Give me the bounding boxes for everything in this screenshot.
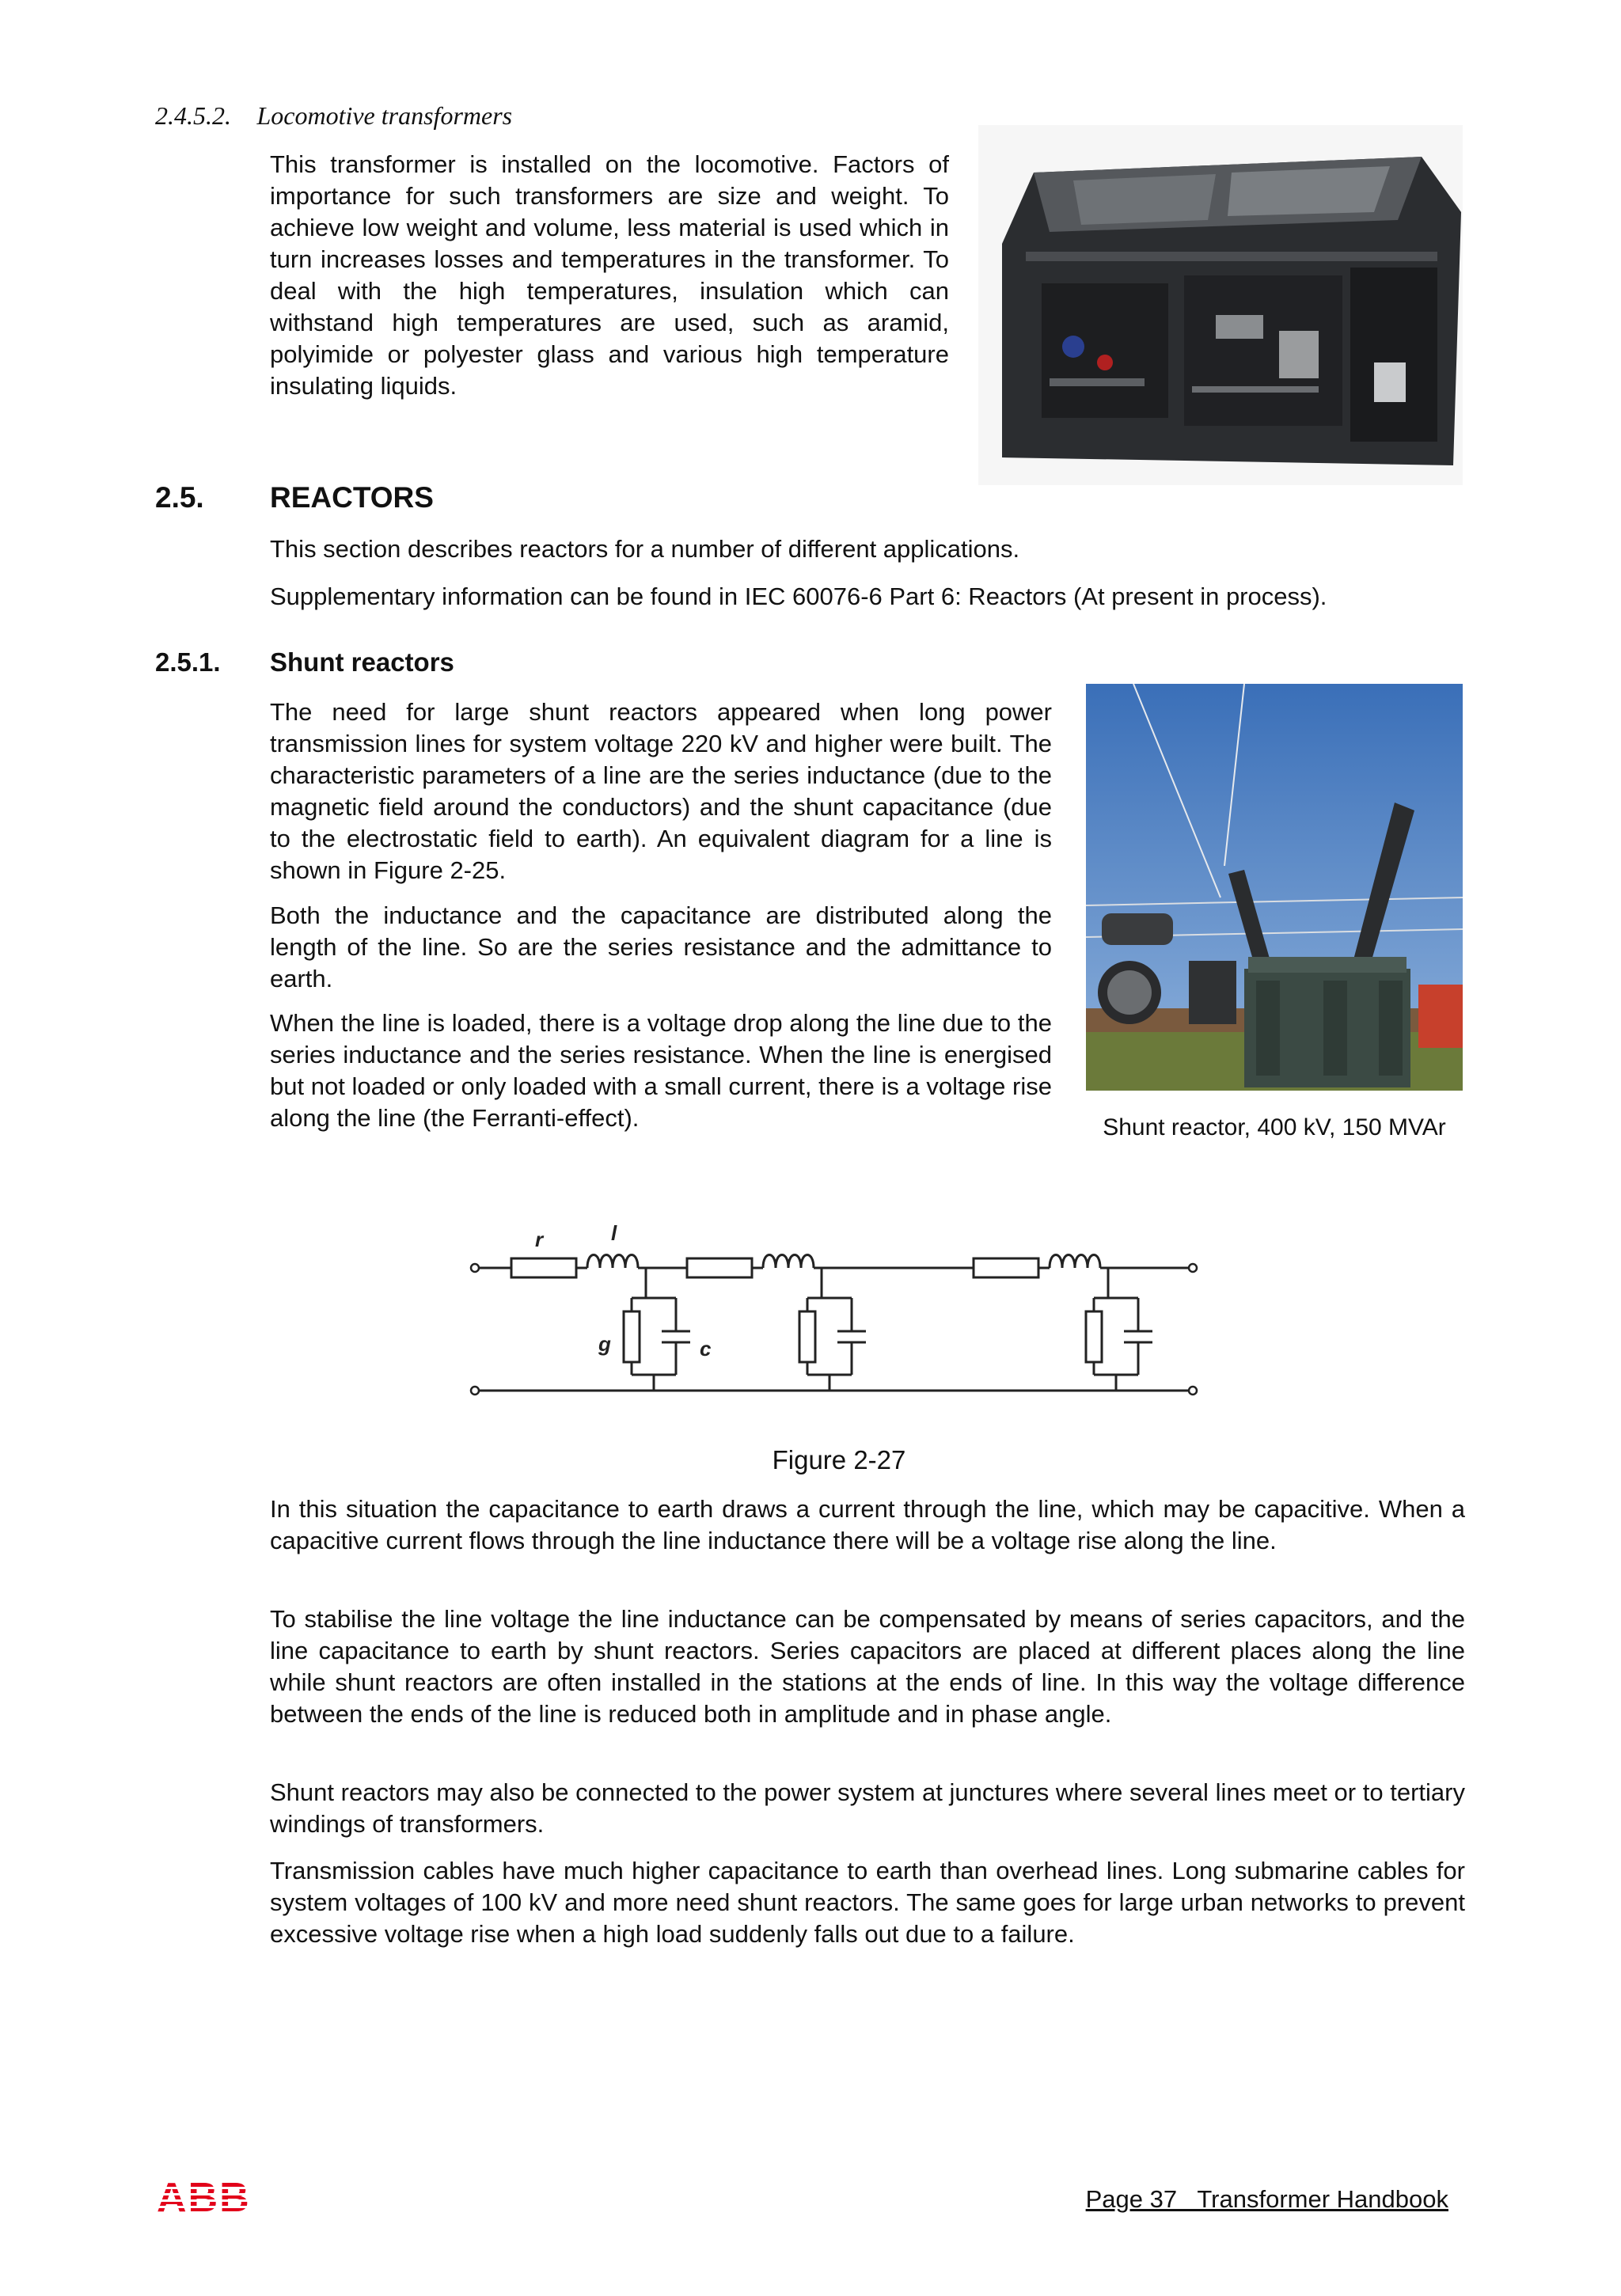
resistor-r-1 <box>511 1258 576 1277</box>
shunt-paragraph-1: The need for large shunt reactors appeared when long power transmission lines for system voltage 220 kV and higher were built. The characteristic parameters of a line are the series inductance (due to the magnetic field around the conductors) and the shunt capacitance (due to the electrostatic field to earth). An equivalent diagram for a line is shown in Figure 2-25. <box>270 698 1052 884</box>
terminal-left-top <box>471 1264 479 1272</box>
terminal-right-bottom <box>1189 1387 1197 1395</box>
shunt-paragraph-2: Both the inductance and the capacitance are distributed along the length of the line. So are the series resistance and the admittance to earth. <box>270 901 1052 992</box>
subsection-heading-2-4-5-2 <box>155 101 512 131</box>
locomotive-transformer-photo <box>978 125 1463 485</box>
subsection-title-2-5-1 <box>270 647 454 677</box>
label-g: g <box>598 1332 611 1356</box>
locomotive-paragraph: This transformer is installed on the locomotive. Factors of importance for such transformers are size and weight. To achieve low weight and volume, less material is used which in turn increases losses and temperatures in the transformer. To deal with the high temperatures, insulation which can withstand high temperatures are used, such as aramid, polyimide or polyester glass and various high temperature insulating liquids. <box>270 150 949 400</box>
section-heading-2-5 <box>155 481 204 514</box>
shunt-branch-3 <box>1086 1268 1152 1391</box>
shunt-paragraph-3: When the line is loaded, there is a voltage drop along the line due to the series inductance and the series resistance. When the line is energised but not loaded or only loaded with a small current, there is a voltage rise along the line (the Ferranti-effect). <box>270 1009 1052 1132</box>
terminal-left-bottom <box>471 1387 479 1395</box>
subsection-heading-2-5-1 <box>155 647 221 677</box>
subsection-title: Locomotive transformers <box>256 101 513 130</box>
shunt-reactor-photo-caption: Shunt reactor, 400 kV, 150 MVAr <box>1103 1114 1446 1140</box>
inductor-2 <box>763 1255 814 1269</box>
terminal-right-top <box>1189 1264 1197 1272</box>
shunt-branch-2 <box>799 1268 866 1391</box>
inductor-l-1 <box>587 1255 638 1269</box>
resistor-2 <box>687 1258 752 1277</box>
abb-logo-text: ABB <box>157 2176 251 2216</box>
after-figure-paragraph-2: To stabilise the line voltage the line inductance can be compensated by means of series capacitors, and the line capacitance to earth by shunt reactors. Series capacitors are placed at different places along the line while shunt reactors are often installed in the stations at the ends of line. In this way the voltage difference between the ends of the line is reduced both in amplitude and in phase angle. <box>270 1605 1465 1728</box>
abb-logo <box>155 2176 274 2216</box>
section-title: REACTORS <box>270 481 434 514</box>
shunt-branch-1 <box>624 1268 690 1391</box>
after-figure-paragraph-4: Transmission cables have much higher capacitance to earth than overhead lines. Long submarine cables for system voltages of 100 kV and more need shunt reactors. The same goes for large urban networks to prevent excessive voltage rise when a high load suddenly falls out due to a failure. <box>270 1857 1465 1948</box>
footer-page-label: Page 37 Transformer Handbook <box>1085 2185 1448 2213</box>
figure-caption: Figure 2-27 <box>772 1445 906 1474</box>
subsection-number: 2.4.5.2. <box>155 101 231 130</box>
shunt-reactor-photo <box>1086 684 1463 1091</box>
resistor-3 <box>974 1258 1038 1277</box>
label-l: l <box>611 1221 617 1245</box>
after-figure-paragraph-1: In this situation the capacitance to earth draws a current through the line, which may be capacitive. When a capacitive current flows through the line inductance there will be a voltage rise along the line. <box>270 1495 1465 1554</box>
after-figure-paragraph-3: Shunt reactors may also be connected to the power system at junctures where several lines meet or to tertiary windings of transformers. <box>270 1778 1465 1838</box>
subsection-title: Shunt reactors <box>270 647 454 677</box>
subsection-number: 2.5.1. <box>155 647 221 677</box>
label-r: r <box>535 1228 544 1251</box>
reactors-paragraph-2: Supplementary information can be found in IEC 60076-6 Part 6: Reactors (At present in process). <box>270 583 1327 610</box>
line-equivalent-circuit-diagram <box>467 1215 1211 1405</box>
section-number: 2.5. <box>155 481 204 514</box>
section-title-2-5 <box>270 481 434 514</box>
label-c: c <box>700 1337 712 1361</box>
inductor-3 <box>1050 1255 1100 1269</box>
reactors-paragraph-1: This section describes reactors for a number of different applications. <box>270 535 1020 563</box>
